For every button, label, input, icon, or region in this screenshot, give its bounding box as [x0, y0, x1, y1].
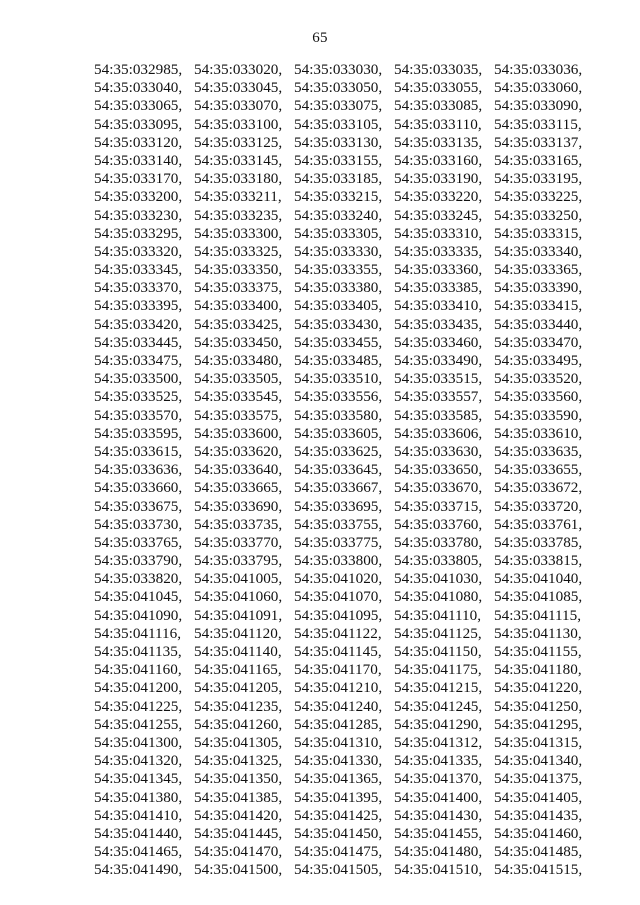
cadastral-number-entry: 54:35:041255, [94, 715, 183, 733]
cadastral-number-entry: 54:35:041290, [394, 715, 483, 733]
cadastral-number-entry: 54:35:041312, [394, 733, 483, 751]
cadastral-number-entry: 54:35:041180, [494, 661, 582, 679]
cadastral-number-entry: 54:35:033735, [194, 515, 283, 533]
cadastral-number-entry: 54:35:033672, [494, 479, 583, 497]
cadastral-number-entry: 54:35:041375, [494, 770, 583, 788]
cadastral-number-entry: 54:35:033110, [394, 115, 482, 133]
cadastral-number-entry: 54:35:041500, [194, 861, 283, 879]
cadastral-number-entry: 54:35:033670, [394, 479, 483, 497]
cadastral-number-entry: 54:35:033115, [494, 115, 582, 133]
cadastral-number-entry: 54:35:041160, [94, 661, 182, 679]
cadastral-number-entry: 54:35:033335, [394, 242, 483, 260]
cadastral-number-entry: 54:35:033485, [294, 352, 383, 369]
cadastral-number-entry: 54:35:033240, [294, 206, 383, 224]
cadastral-number-entry: 54:35:041205, [194, 679, 283, 697]
cadastral-number-entry: 54:35:041140, [194, 643, 282, 660]
cadastral-number-entry: 54:35:033105, [294, 115, 383, 133]
cadastral-number-entry: 54:35:033195, [494, 170, 583, 188]
cadastral-number-entry: 54:35:041060, [194, 588, 283, 606]
cadastral-number-entry: 54:35:033030, [294, 61, 383, 78]
cadastral-number-entry: 54:35:041115, [494, 606, 582, 624]
cadastral-number-entry: 54:35:033575, [194, 406, 283, 424]
cadastral-number-entry: 54:35:033480, [194, 352, 283, 369]
cadastral-number-entry: 54:35:041175, [394, 661, 482, 679]
cadastral-number-entry: 54:35:033600, [194, 424, 283, 442]
cadastral-number-entry: 54:35:033137, [494, 133, 583, 151]
cadastral-number-entry: 54:35:041385, [194, 788, 283, 806]
cadastral-number-entry: 54:35:041155, [494, 643, 582, 660]
cadastral-number-entry: 54:35:033780, [394, 533, 483, 551]
cadastral-number-entry: 54:35:041110, [394, 606, 482, 624]
cadastral-number-entry: 54:35:041470, [194, 843, 283, 861]
cadastral-number-entry: 54:35:033470, [494, 333, 583, 351]
cadastral-number-entry: 54:35:041430, [394, 806, 483, 824]
cadastral-number-entry: 54:35:041120, [194, 624, 282, 642]
cadastral-number-entry: 54:35:041445, [194, 824, 283, 842]
cadastral-number-entry: 54:35:041285, [294, 715, 383, 733]
cadastral-number-entry: 54:35:041395, [294, 788, 383, 806]
cadastral-number-entry: 54:35:041260, [194, 715, 283, 733]
cadastral-number-entry: 54:35:033660, [94, 479, 183, 497]
cadastral-number-entry: 54:35:033245, [394, 206, 483, 224]
cadastral-number-entry: 54:35:033590, [494, 406, 583, 424]
cadastral-number-entry: 54:35:033650, [394, 461, 483, 479]
cadastral-number-entry: 54:35:033775, [294, 533, 383, 551]
cadastral-number-entry: 54:35:041435, [494, 806, 583, 824]
cadastral-number-entry: 54:35:033715, [394, 497, 483, 515]
cadastral-number-entry: 54:35:033800, [294, 552, 383, 570]
cadastral-number-entry: 54:35:041515, [494, 861, 583, 879]
cadastral-number-entry: 54:35:033100, [194, 115, 283, 133]
cadastral-number-entry: 54:35:041295, [494, 715, 583, 733]
cadastral-number-entry: 54:35:033785, [494, 533, 583, 551]
cadastral-number-entry: 54:35:033425, [194, 315, 283, 333]
cadastral-number-entry: 54:35:033370, [94, 279, 183, 297]
cadastral-number-entry: 54:35:033155, [294, 151, 383, 169]
cadastral-number-entry: 54:35:033510, [294, 370, 383, 388]
cadastral-number-entry: 54:35:033160, [394, 151, 483, 169]
cadastral-number-entry: 54:35:033667, [294, 479, 383, 497]
cadastral-number-entry: 54:35:041335, [394, 752, 483, 770]
cadastral-number-entry: 54:35:041130, [494, 624, 582, 642]
cadastral-number-entry: 54:35:033795, [194, 552, 283, 570]
cadastral-number-entry: 54:35:033505, [194, 370, 283, 388]
page-number: 65 [312, 30, 328, 46]
cadastral-number-entry: 54:35:041116, [94, 624, 182, 642]
cadastral-number-entry: 54:35:033200, [94, 188, 183, 206]
cadastral-number-entry: 54:35:033440, [494, 315, 583, 333]
cadastral-number-entry: 54:35:033330, [294, 242, 383, 260]
cadastral-number-entry: 54:35:033140, [94, 151, 183, 169]
cadastral-number-entry: 54:35:041380, [94, 788, 183, 806]
cadastral-number-entry: 54:35:033130, [294, 133, 383, 151]
cadastral-number-entry: 54:35:033761, [494, 515, 583, 533]
cadastral-number-entry: 54:35:041215, [394, 679, 483, 697]
cadastral-number-entry: 54:35:033020, [194, 61, 283, 78]
cadastral-number-list [94, 61, 594, 879]
cadastral-number-entry: 54:35:033365, [494, 261, 583, 279]
cadastral-number-entry: 54:35:041122, [294, 624, 382, 642]
cadastral-number-entry: 54:35:041220, [494, 679, 583, 697]
cadastral-number-entry: 54:35:033570, [94, 406, 183, 424]
cadastral-number-entry: 54:35:033557, [394, 388, 483, 406]
cadastral-number-entry: 54:35:033190, [394, 170, 483, 188]
cadastral-number-entry: 54:35:033180, [194, 170, 283, 188]
cadastral-number-entry: 54:35:033556, [294, 388, 383, 406]
cadastral-number-entry: 54:35:033185, [294, 170, 383, 188]
cadastral-number-entry: 54:35:033636, [94, 461, 183, 479]
cadastral-number-entry: 54:35:033090, [494, 97, 583, 115]
cadastral-number-entry: 54:35:033420, [94, 315, 183, 333]
cadastral-number-entry: 54:35:041080, [394, 588, 483, 606]
cadastral-number-entry: 54:35:033445, [94, 333, 183, 351]
cadastral-number-entry: 54:35:033615, [94, 442, 183, 460]
cadastral-number-entry: 54:35:033490, [394, 352, 483, 369]
cadastral-number-entry: 54:35:033305, [294, 224, 383, 242]
cadastral-number-entry: 54:35:033095, [94, 115, 183, 133]
cadastral-number-entry: 54:35:033225, [494, 188, 583, 206]
cadastral-number-entry: 54:35:033055, [394, 79, 483, 97]
cadastral-number-entry: 54:35:041020, [294, 570, 383, 588]
cadastral-number-entry: 54:35:033645, [294, 461, 383, 479]
cadastral-number-entry: 54:35:033065, [94, 97, 183, 115]
cadastral-number-entry: 54:35:041370, [394, 770, 483, 788]
cadastral-number-entry: 54:35:033815, [494, 552, 583, 570]
cadastral-number-entry: 54:35:041150, [394, 643, 482, 660]
cadastral-number-entry: 54:35:033135, [394, 133, 483, 151]
cadastral-number-entry: 54:35:041510, [394, 861, 483, 879]
cadastral-number-entry: 54:35:033580, [294, 406, 383, 424]
cadastral-number-entry: 54:35:033455, [294, 333, 383, 351]
cadastral-number-entry: 54:35:033215, [294, 188, 383, 206]
cadastral-number-entry: 54:35:033730, [94, 515, 183, 533]
cadastral-number-entry: 54:35:041320, [94, 752, 183, 770]
cadastral-number-entry: 54:35:041480, [394, 843, 483, 861]
cadastral-number-entry: 54:35:041315, [494, 733, 583, 751]
cadastral-number-entry: 54:35:033435, [394, 315, 483, 333]
cadastral-number-entry: 54:35:041135, [94, 643, 182, 660]
cadastral-number-entry: 54:35:033625, [294, 442, 383, 460]
cadastral-number-entry: 54:35:041030, [394, 570, 483, 588]
cadastral-number-entry: 54:35:041245, [394, 697, 483, 715]
cadastral-number-entry: 54:35:041045, [94, 588, 183, 606]
cadastral-number-entry: 54:35:033060, [494, 79, 583, 97]
cadastral-number-entry: 54:35:041310, [294, 733, 383, 751]
cadastral-number-entry: 54:35:033585, [394, 406, 483, 424]
cadastral-number-entry: 54:35:033230, [94, 206, 183, 224]
cadastral-number-entry: 54:35:041400, [394, 788, 483, 806]
cadastral-number-entry: 54:35:033770, [194, 533, 283, 551]
cadastral-number-entry: 54:35:033520, [494, 370, 583, 388]
cadastral-number-entry: 54:35:033415, [494, 297, 583, 315]
cadastral-number-entry: 54:35:041350, [194, 770, 283, 788]
cadastral-number-entry: 54:35:033040, [94, 79, 183, 97]
cadastral-number-entry: 54:35:041240, [294, 697, 383, 715]
cadastral-number-entry: 54:35:041475, [294, 843, 383, 861]
cadastral-number-entry: 54:35:033640, [194, 461, 283, 479]
cadastral-number-entry: 54:35:033805, [394, 552, 483, 570]
cadastral-number-entry: 54:35:033345, [94, 261, 183, 279]
cadastral-number-entry: 54:35:033385, [394, 279, 483, 297]
cadastral-number-entry: 54:35:033695, [294, 497, 383, 515]
cadastral-number-entry: 54:35:041455, [394, 824, 483, 842]
cadastral-number-entry: 54:35:033350, [194, 261, 283, 279]
cadastral-number-entry: 54:35:033310, [394, 224, 483, 242]
cadastral-number-entry: 54:35:041450, [294, 824, 383, 842]
cadastral-number-entry: 54:35:033395, [94, 297, 183, 315]
cadastral-number-entry: 54:35:033765, [94, 533, 183, 551]
cadastral-number-entry: 54:35:041085, [494, 588, 583, 606]
cadastral-number-entry: 54:35:033145, [194, 151, 283, 169]
cadastral-number-entry: 54:35:033085, [394, 97, 483, 115]
cadastral-number-entry: 54:35:033500, [94, 370, 183, 388]
cadastral-number-entry: 54:35:041200, [94, 679, 183, 697]
cadastral-number-entry: 54:35:041125, [394, 624, 482, 642]
cadastral-number-entry: 54:35:033820, [94, 570, 183, 588]
cadastral-number-entry: 54:35:033610, [494, 424, 583, 442]
cadastral-number-entry: 54:35:033075, [294, 97, 383, 115]
cadastral-number-entry: 54:35:033560, [494, 388, 583, 406]
cadastral-number-entry: 54:35:041440, [94, 824, 183, 842]
cadastral-number-entry: 54:35:041340, [494, 752, 583, 770]
cadastral-number-entry: 54:35:041095, [294, 606, 383, 624]
cadastral-number-entry: 54:35:033250, [494, 206, 583, 224]
cadastral-number-entry: 54:35:041425, [294, 806, 383, 824]
cadastral-number-entry: 54:35:033295, [94, 224, 183, 242]
cadastral-number-entry: 54:35:033606, [394, 424, 483, 442]
cadastral-number-entry: 54:35:033211, [194, 188, 282, 206]
cadastral-number-entry: 54:35:033665, [194, 479, 283, 497]
cadastral-number-entry: 54:35:033690, [194, 497, 283, 515]
cadastral-number-entry: 54:35:033050, [294, 79, 383, 97]
cadastral-number-entry: 54:35:033360, [394, 261, 483, 279]
cadastral-number-entry: 54:35:033325, [194, 242, 283, 260]
cadastral-number-entry: 54:35:033340, [494, 242, 583, 260]
cadastral-number-entry: 54:35:041420, [194, 806, 283, 824]
cadastral-number-entry: 54:35:033475, [94, 352, 183, 369]
cadastral-number-entry: 54:35:033036, [494, 61, 583, 78]
cadastral-number-entry: 54:35:041250, [494, 697, 583, 715]
cadastral-number-entry: 54:35:041365, [294, 770, 383, 788]
cadastral-number-entry: 54:35:033170, [94, 170, 183, 188]
cadastral-number-entry: 54:35:033400, [194, 297, 283, 315]
cadastral-number-entry: 54:35:041460, [494, 824, 583, 842]
cadastral-number-entry: 54:35:033380, [294, 279, 383, 297]
cadastral-number-entry: 54:35:041225, [94, 697, 183, 715]
cadastral-number-entry: 54:35:033755, [294, 515, 383, 533]
cadastral-number-entry: 54:35:041091, [194, 606, 283, 624]
cadastral-number-entry: 54:35:033035, [394, 61, 483, 78]
cadastral-number-entry: 54:35:041465, [94, 843, 183, 861]
cadastral-number-entry: 54:35:033355, [294, 261, 383, 279]
cadastral-number-entry: 54:35:033315, [494, 224, 583, 242]
cadastral-number-entry: 54:35:033410, [394, 297, 483, 315]
cadastral-number-entry: 54:35:033120, [94, 133, 183, 151]
cadastral-number-entry: 54:35:041145, [294, 643, 382, 660]
cadastral-number-entry: 54:35:033630, [394, 442, 483, 460]
cadastral-number-entry: 54:35:033300, [194, 224, 283, 242]
cadastral-number-entry: 54:35:041170, [294, 661, 382, 679]
cadastral-number-entry: 54:35:033390, [494, 279, 583, 297]
cadastral-number-entry: 54:35:033595, [94, 424, 183, 442]
cadastral-number-entry: 54:35:041410, [94, 806, 183, 824]
cadastral-number-entry: 54:35:041070, [294, 588, 383, 606]
cadastral-number-entry: 54:35:033045, [194, 79, 283, 97]
cadastral-number-entry: 54:35:033070, [194, 97, 283, 115]
cadastral-number-entry: 54:35:041490, [94, 861, 183, 879]
cadastral-number-entry: 54:35:032985, [94, 61, 183, 78]
cadastral-number-entry: 54:35:033320, [94, 242, 183, 260]
cadastral-number-entry: 54:35:041165, [194, 661, 282, 679]
cadastral-number-entry: 54:35:033495, [494, 352, 583, 369]
cadastral-number-entry: 54:35:033605, [294, 424, 383, 442]
cadastral-number-entry: 54:35:033220, [394, 188, 483, 206]
cadastral-number-entry: 54:35:033460, [394, 333, 483, 351]
cadastral-number-entry: 54:35:041505, [294, 861, 383, 879]
cadastral-number-entry: 54:35:033655, [494, 461, 583, 479]
cadastral-number-entry: 54:35:033620, [194, 442, 283, 460]
cadastral-number-entry: 54:35:033375, [194, 279, 283, 297]
cadastral-number-entry: 54:35:041210, [294, 679, 383, 697]
cadastral-number-entry: 54:35:041405, [494, 788, 583, 806]
cadastral-number-entry: 54:35:041325, [194, 752, 283, 770]
cadastral-number-entry: 54:35:033125, [194, 133, 283, 151]
cadastral-number-entry: 54:35:033430, [294, 315, 383, 333]
cadastral-number-entry: 54:35:033635, [494, 442, 583, 460]
cadastral-number-entry: 54:35:033515, [394, 370, 483, 388]
cadastral-number-entry: 54:35:033235, [194, 206, 283, 224]
cadastral-number-entry: 54:35:033525, [94, 388, 183, 406]
cadastral-number-entry: 54:35:033760, [394, 515, 483, 533]
cadastral-number-entry: 54:35:041305, [194, 733, 283, 751]
cadastral-number-entry: 54:35:033790, [94, 552, 183, 570]
cadastral-number-entry: 54:35:033675, [94, 497, 183, 515]
cadastral-number-entry: 54:35:033450, [194, 333, 283, 351]
cadastral-number-entry: 54:35:033720, [494, 497, 583, 515]
cadastral-number-entry: 54:35:033165, [494, 151, 583, 169]
cadastral-number-entry: 54:35:041330, [294, 752, 383, 770]
cadastral-number-entry: 54:35:041040, [494, 570, 583, 588]
cadastral-number-entry: 54:35:033545, [194, 388, 283, 406]
cadastral-number-entry: 54:35:041005, [194, 570, 283, 588]
cadastral-number-entry: 54:35:041345, [94, 770, 183, 788]
cadastral-number-entry: 54:35:041300, [94, 733, 183, 751]
cadastral-number-entry: 54:35:041235, [194, 697, 283, 715]
cadastral-number-entry: 54:35:041090, [94, 606, 183, 624]
cadastral-number-entry: 54:35:041485, [494, 843, 583, 861]
cadastral-number-entry: 54:35:033405, [294, 297, 383, 315]
